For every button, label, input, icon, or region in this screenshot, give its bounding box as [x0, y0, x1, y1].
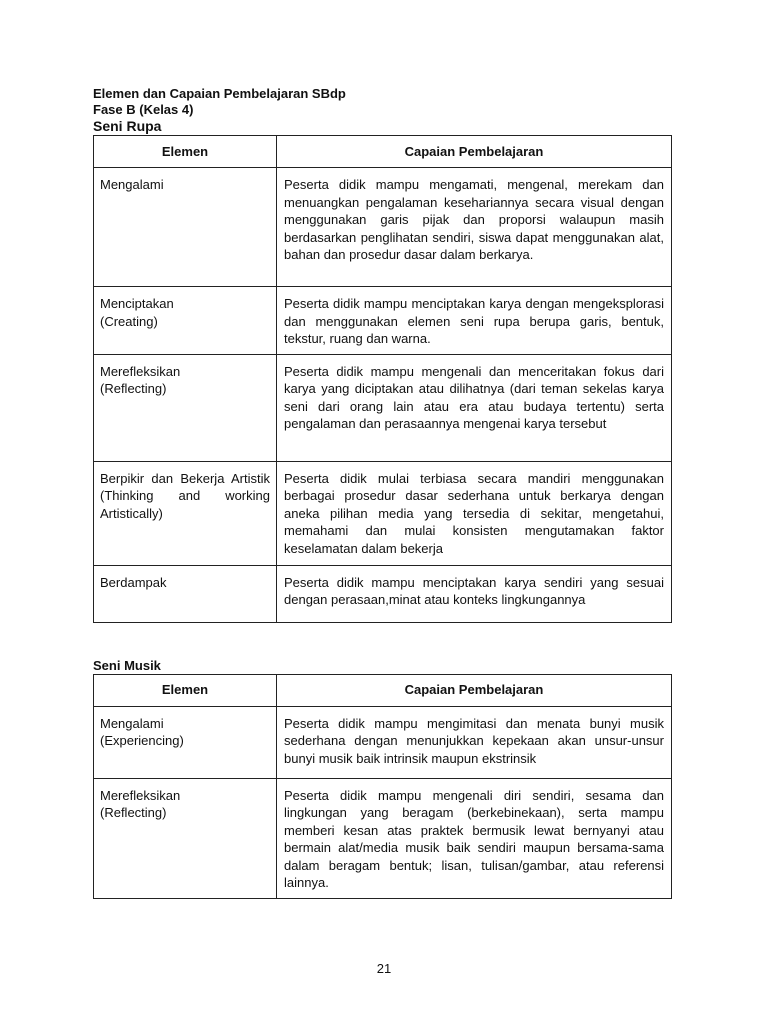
elemen-cell: [94, 565, 277, 622]
document-title: Elemen dan Capaian Pembelajaran SBdp: [93, 86, 346, 101]
table-row: [94, 461, 672, 565]
elemen-label-en: (Creating): [100, 313, 158, 329]
header-capaian: Capaian Pembelajaran: [277, 136, 672, 168]
elemen-cell: [94, 778, 277, 898]
elemen-label: Mengalami: [100, 177, 164, 192]
header-elemen: Elemen: [94, 674, 277, 706]
elemen-label-en: (Reflecting): [100, 805, 167, 820]
seni-rupa-table: [93, 135, 672, 623]
table-row: [94, 565, 672, 622]
elemen-label: Merefleksikan: [100, 363, 181, 379]
elemen-label-en: (Reflecting): [100, 381, 167, 396]
elemen-label: Berpikir dan Bekerja Artistik (Thinking and working Artistically): [100, 470, 270, 521]
elemen-cell: [94, 461, 277, 565]
section-title-seni-rupa: Seni Rupa: [93, 118, 162, 134]
elemen-label: Merefleksikan: [100, 787, 181, 803]
section-title-seni-musik: Seni Musik: [93, 657, 161, 673]
capaian-cell: Peserta didik mampu menciptakan karya sendiri yang sesuai dengan perasaan,minat atau konteks lingkungannya: [277, 565, 672, 622]
capaian-cell: Peserta didik mampu mengamati, mengenal, merekam dan menuangkan pengalaman kesehariannya secara visual dengan menggunakan garis pijak dan proporsi walaupun masih berdasarkan penglihatan sendiri, siswa dapat menggunakan alat, bahan dan prosedur dasar dalam berkarya.: [277, 168, 672, 287]
document-page: [93, 86, 673, 899]
elemen-label: Menciptakan: [100, 296, 174, 311]
table-header-row: [94, 674, 672, 706]
elemen-cell: [94, 706, 277, 778]
elemen-cell: [94, 354, 277, 461]
elemen-label: Mengalami: [100, 715, 164, 731]
table-row: [94, 706, 672, 778]
seni-musik-table: [93, 674, 672, 899]
table-row: [94, 778, 672, 898]
table-row: [94, 354, 672, 461]
header-elemen: Elemen: [94, 136, 277, 168]
capaian-cell: Peserta didik mampu mengenali diri sendiri, sesama dan lingkungan yang beragam (berkebinekaan), serta mampu memberi kesan atas praktek bermusik lewat bernyanyi atau bermain alat/media musik baik sendiri maupun bersama-sama dalam beragam bentuk; lisan, tulisan/gambar, atau referensi lainnya.: [277, 778, 672, 898]
capaian-cell: Peserta didik mampu mengenali dan menceritakan fokus dari karya yang diciptakan atau dilihatnya (dari teman sekelas karya seni dari orang lain atau era atau budaya tertentu) serta pengalaman dan perasaannya mengenai karya tersebut: [277, 354, 672, 461]
table-row: [94, 287, 672, 355]
capaian-cell: Peserta didik mampu menciptakan karya dengan mengeksplorasi dan menggunakan elemen seni rupa berupa garis, bentuk, tekstur, ruang dan warna.: [277, 287, 672, 355]
page-number: 21: [376, 961, 392, 976]
phase-title: Fase B (Kelas 4): [93, 102, 194, 117]
header-capaian: Capaian Pembelajaran: [277, 674, 672, 706]
elemen-label: Berdampak: [100, 574, 167, 590]
capaian-cell: Peserta didik mulai terbiasa secara mandiri menggunakan berbagai prosedur dasar sederhana untuk berkarya dengan aneka pilihan media yang tersedia di sekitar, mengetahui, memahami dan mulai konsisten mengutamakan faktor keselamatan dalam bekerja: [277, 461, 672, 565]
elemen-label-en: (Experiencing): [100, 733, 184, 748]
table-row: [94, 168, 672, 287]
capaian-cell: Peserta didik mampu mengimitasi dan menata bunyi musik sederhana dengan menunjukkan kepekaan akan unsur-unsur bunyi musik baik intrinsik maupun ekstrinsik: [277, 706, 672, 778]
table-header-row: [94, 136, 672, 168]
elemen-cell: [94, 168, 277, 287]
elemen-cell: [94, 287, 277, 355]
